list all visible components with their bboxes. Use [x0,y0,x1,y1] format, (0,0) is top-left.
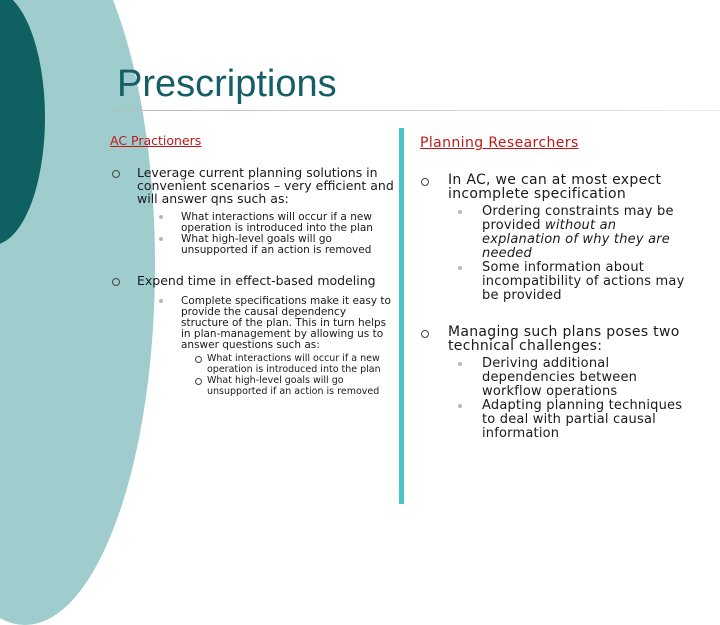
list-item [452,399,690,441]
list-item-text: In AC, we can at most expect incomplete specification [448,172,662,202]
left-column [112,166,396,397]
dot-bullet-icon [458,266,462,270]
list-item-text: Some information about incompatibility of actions may be provided [482,260,685,303]
emphasized-text: without an explanation of why they are needed [482,218,670,261]
list-item-text: What high-level goals will go unsupported if an action is removed [207,375,380,397]
list-item [147,296,396,397]
list-item [147,234,396,256]
list-item-text: Managing such plans poses two technical challenges: [448,324,680,354]
ring-bullet-icon [112,278,120,286]
left-bullet-list [112,166,396,397]
right-bullet-list [418,173,690,441]
dot-bullet-icon [159,237,163,241]
list-item [177,375,396,397]
list-item-text: Adapting planning techniques to deal with partial causal information [482,398,683,441]
list-item-text: Deriving additional dependencies between workflow operations [482,356,638,399]
dot-bullet-icon [458,210,462,214]
sub-list [147,296,396,397]
list-item [452,357,690,399]
list-item-text: Ordering constraints may be provided [482,204,674,233]
list-item [418,325,690,441]
list-item-text: Expend time in effect-based modeling [137,273,376,288]
title-underline [112,110,720,111]
list-item [112,166,396,256]
left-column-heading: AC Practioners [110,133,202,148]
right-column-heading: Planning Researchers [420,135,579,151]
slide-title: Prescriptions [117,63,337,105]
dot-bullet-icon [458,362,462,366]
ring-bullet-icon [421,330,429,338]
list-item-text: What high-level goals will go unsupported if an action is removed [181,233,372,256]
ring-bullet-icon [195,356,202,363]
dot-bullet-icon [159,299,163,303]
right-column [418,173,690,441]
ring-bullet-icon [421,178,429,186]
list-item-text: Leverage current planning solutions in convenient scenarios – very efficient and will answer qns such as: [137,165,394,206]
sub-list [448,205,690,303]
dot-bullet-icon [159,215,163,219]
sub-list [147,212,396,256]
dot-bullet-icon [458,404,462,408]
sub-list [448,357,690,441]
ring-bullet-icon [195,378,202,385]
list-item-text: Complete specifications make it easy to provide the causal dependency structure of the plan. This in turn helps in plan-management by allowing us to answer questions such as: [181,295,391,351]
column-divider [399,128,404,504]
ring-bullet-icon [112,170,120,178]
list-item [112,274,396,397]
list-item [452,261,690,303]
list-item-text: What interactions will occur if a new operation is introduced into the plan [207,353,381,375]
list-item-text: What interactions will occur if a new operation is introduced into the plan [181,211,373,234]
list-item [418,173,690,303]
list-item [147,212,396,234]
list-item [452,205,690,261]
sub-sub-list [177,353,396,397]
list-item [177,353,396,375]
